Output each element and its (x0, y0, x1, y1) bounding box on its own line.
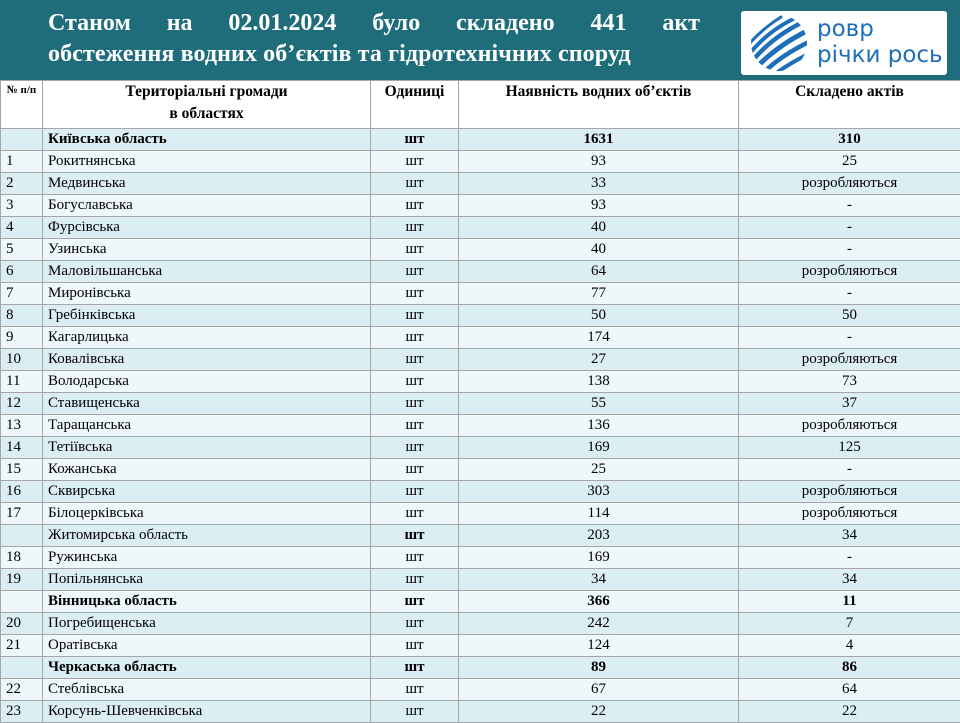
community-name: Гребінківська (43, 305, 371, 327)
community-name: Корсунь-Шевченківська (43, 701, 371, 723)
community-name: Оратівська (43, 635, 371, 657)
table-row (1, 261, 960, 283)
table-row (1, 349, 960, 371)
table-row (1, 151, 960, 173)
row-number: 22 (1, 679, 43, 701)
water-waves-logo-icon (745, 13, 813, 73)
community-name: Рокитнянська (43, 151, 371, 173)
acts-count: 73 (739, 371, 960, 393)
row-number: 11 (1, 371, 43, 393)
community-name: Тетіївська (43, 437, 371, 459)
column-header-community-line-2: в областях (43, 103, 370, 125)
unit-value: шт (371, 591, 459, 613)
acts-count: 64 (739, 679, 960, 701)
logo (741, 11, 947, 75)
community-name: Вінницька область (43, 591, 371, 613)
unit-value: шт (371, 239, 459, 261)
unit-value: шт (371, 415, 459, 437)
table-row (1, 173, 960, 195)
table-row (1, 459, 960, 481)
community-name: Кагарлицька (43, 327, 371, 349)
page-title (48, 8, 700, 70)
water-objects-count: 33 (459, 173, 739, 195)
unit-value: шт (371, 481, 459, 503)
unit-value: шт (371, 503, 459, 525)
row-number: 13 (1, 415, 43, 437)
title-line-2: обстеження водних об’єктів та гідротехнічних споруд (48, 39, 700, 70)
water-objects-table (0, 80, 960, 723)
acts-count: - (739, 327, 960, 349)
table-row (1, 613, 960, 635)
row-number: 21 (1, 635, 43, 657)
acts-count: 310 (739, 129, 960, 151)
unit-value: шт (371, 349, 459, 371)
unit-value: шт (371, 173, 459, 195)
logo-text-line-1: ровр (817, 16, 874, 42)
community-name: Медвинська (43, 173, 371, 195)
water-objects-count: 203 (459, 525, 739, 547)
table-row (1, 393, 960, 415)
unit-value: шт (371, 129, 459, 151)
community-name: Ружинська (43, 547, 371, 569)
column-header-number: № п/п (1, 81, 43, 129)
title-word: акт (662, 8, 700, 39)
title-word: було (372, 8, 420, 39)
unit-value: шт (371, 283, 459, 305)
row-number (1, 591, 43, 613)
unit-value: шт (371, 657, 459, 679)
acts-count: 125 (739, 437, 960, 459)
water-objects-count: 67 (459, 679, 739, 701)
logo-text-line-2: річки рось (817, 42, 943, 68)
community-name: Таращанська (43, 415, 371, 437)
table-row (1, 217, 960, 239)
community-name: Богуславська (43, 195, 371, 217)
unit-value: шт (371, 459, 459, 481)
unit-value: шт (371, 305, 459, 327)
water-objects-count: 303 (459, 481, 739, 503)
community-name: Ковалівська (43, 349, 371, 371)
unit-value: шт (371, 635, 459, 657)
unit-value: шт (371, 393, 459, 415)
water-objects-count: 1631 (459, 129, 739, 151)
table-row (1, 701, 960, 723)
title-banner (0, 0, 960, 80)
row-number: 17 (1, 503, 43, 525)
community-name: Київська область (43, 129, 371, 151)
unit-value: шт (371, 195, 459, 217)
acts-count: - (739, 239, 960, 261)
unit-value: шт (371, 327, 459, 349)
acts-count: - (739, 547, 960, 569)
row-number: 10 (1, 349, 43, 371)
table-row (1, 283, 960, 305)
acts-count: - (739, 217, 960, 239)
acts-count: 7 (739, 613, 960, 635)
table-row (1, 503, 960, 525)
column-header-community-line-1: Територіальні громади (43, 81, 370, 103)
row-number: 23 (1, 701, 43, 723)
row-number (1, 525, 43, 547)
row-number (1, 129, 43, 151)
acts-count: розробляються (739, 173, 960, 195)
community-name: Узинська (43, 239, 371, 261)
water-objects-count: 174 (459, 327, 739, 349)
title-line-1 (48, 8, 700, 39)
title-word: на (167, 8, 193, 39)
row-number: 14 (1, 437, 43, 459)
community-name: Білоцерківська (43, 503, 371, 525)
table-row (1, 239, 960, 261)
table-row (1, 679, 960, 701)
region-row (1, 591, 960, 613)
unit-value: шт (371, 371, 459, 393)
row-number (1, 657, 43, 679)
acts-count: - (739, 459, 960, 481)
unit-value: шт (371, 569, 459, 591)
table-row (1, 437, 960, 459)
acts-count: 86 (739, 657, 960, 679)
unit-value: шт (371, 679, 459, 701)
row-number: 1 (1, 151, 43, 173)
community-name: Ставищенська (43, 393, 371, 415)
row-number: 16 (1, 481, 43, 503)
community-name: Миронівська (43, 283, 371, 305)
water-objects-count: 89 (459, 657, 739, 679)
table-row (1, 635, 960, 657)
acts-count: 11 (739, 591, 960, 613)
water-objects-count: 169 (459, 547, 739, 569)
title-word: складено (456, 8, 555, 39)
row-number: 18 (1, 547, 43, 569)
acts-count: 34 (739, 525, 960, 547)
acts-count: 25 (739, 151, 960, 173)
water-objects-count: 93 (459, 151, 739, 173)
water-objects-count: 25 (459, 459, 739, 481)
unit-value: шт (371, 261, 459, 283)
acts-count: розробляються (739, 349, 960, 371)
water-objects-count: 242 (459, 613, 739, 635)
acts-count: розробляються (739, 503, 960, 525)
acts-count: 34 (739, 569, 960, 591)
row-number: 7 (1, 283, 43, 305)
water-objects-count: 77 (459, 283, 739, 305)
row-number: 3 (1, 195, 43, 217)
table-row (1, 195, 960, 217)
water-objects-count: 169 (459, 437, 739, 459)
table-row (1, 481, 960, 503)
table-row (1, 569, 960, 591)
region-row (1, 525, 960, 547)
row-number: 19 (1, 569, 43, 591)
unit-value: шт (371, 701, 459, 723)
community-name: Стеблівська (43, 679, 371, 701)
table-row (1, 415, 960, 437)
water-objects-count: 366 (459, 591, 739, 613)
title-word: 441 (590, 8, 626, 39)
row-number: 2 (1, 173, 43, 195)
acts-count: 4 (739, 635, 960, 657)
unit-value: шт (371, 525, 459, 547)
community-name: Черкаська область (43, 657, 371, 679)
water-objects-count: 64 (459, 261, 739, 283)
community-name: Попільнянська (43, 569, 371, 591)
column-header-community (43, 81, 371, 129)
unit-value: шт (371, 217, 459, 239)
title-word: 02.01.2024 (228, 8, 336, 39)
table-row (1, 327, 960, 349)
acts-count: розробляються (739, 415, 960, 437)
table-row (1, 305, 960, 327)
community-name: Сквирська (43, 481, 371, 503)
acts-count: 22 (739, 701, 960, 723)
row-number: 15 (1, 459, 43, 481)
unit-value: шт (371, 151, 459, 173)
table-row (1, 547, 960, 569)
community-name: Житомирська область (43, 525, 371, 547)
row-number: 12 (1, 393, 43, 415)
water-objects-count: 136 (459, 415, 739, 437)
water-objects-count: 55 (459, 393, 739, 415)
water-objects-count: 40 (459, 217, 739, 239)
region-row (1, 657, 960, 679)
row-number: 4 (1, 217, 43, 239)
acts-count: - (739, 283, 960, 305)
unit-value: шт (371, 437, 459, 459)
acts-count: розробляються (739, 261, 960, 283)
unit-value: шт (371, 613, 459, 635)
community-name: Погребищенська (43, 613, 371, 635)
acts-count: 37 (739, 393, 960, 415)
acts-count: розробляються (739, 481, 960, 503)
water-objects-count: 27 (459, 349, 739, 371)
column-header-acts: Складено актів (739, 81, 960, 129)
acts-count: - (739, 195, 960, 217)
water-objects-count: 124 (459, 635, 739, 657)
column-header-water-objects: Наявність водних об’єктів (459, 81, 739, 129)
water-objects-count: 40 (459, 239, 739, 261)
community-name: Фурсівська (43, 217, 371, 239)
title-word: Станом (48, 8, 131, 39)
water-objects-count: 22 (459, 701, 739, 723)
water-objects-count: 114 (459, 503, 739, 525)
water-objects-count: 50 (459, 305, 739, 327)
unit-value: шт (371, 547, 459, 569)
acts-count: 50 (739, 305, 960, 327)
region-row (1, 129, 960, 151)
community-name: Кожанська (43, 459, 371, 481)
table-header-row (1, 81, 960, 129)
community-name: Володарська (43, 371, 371, 393)
water-objects-count: 93 (459, 195, 739, 217)
row-number: 20 (1, 613, 43, 635)
row-number: 9 (1, 327, 43, 349)
row-number: 5 (1, 239, 43, 261)
table-row (1, 371, 960, 393)
column-header-unit: Одиниці (371, 81, 459, 129)
water-objects-count: 138 (459, 371, 739, 393)
row-number: 8 (1, 305, 43, 327)
community-name: Маловільшанська (43, 261, 371, 283)
row-number: 6 (1, 261, 43, 283)
water-objects-count: 34 (459, 569, 739, 591)
